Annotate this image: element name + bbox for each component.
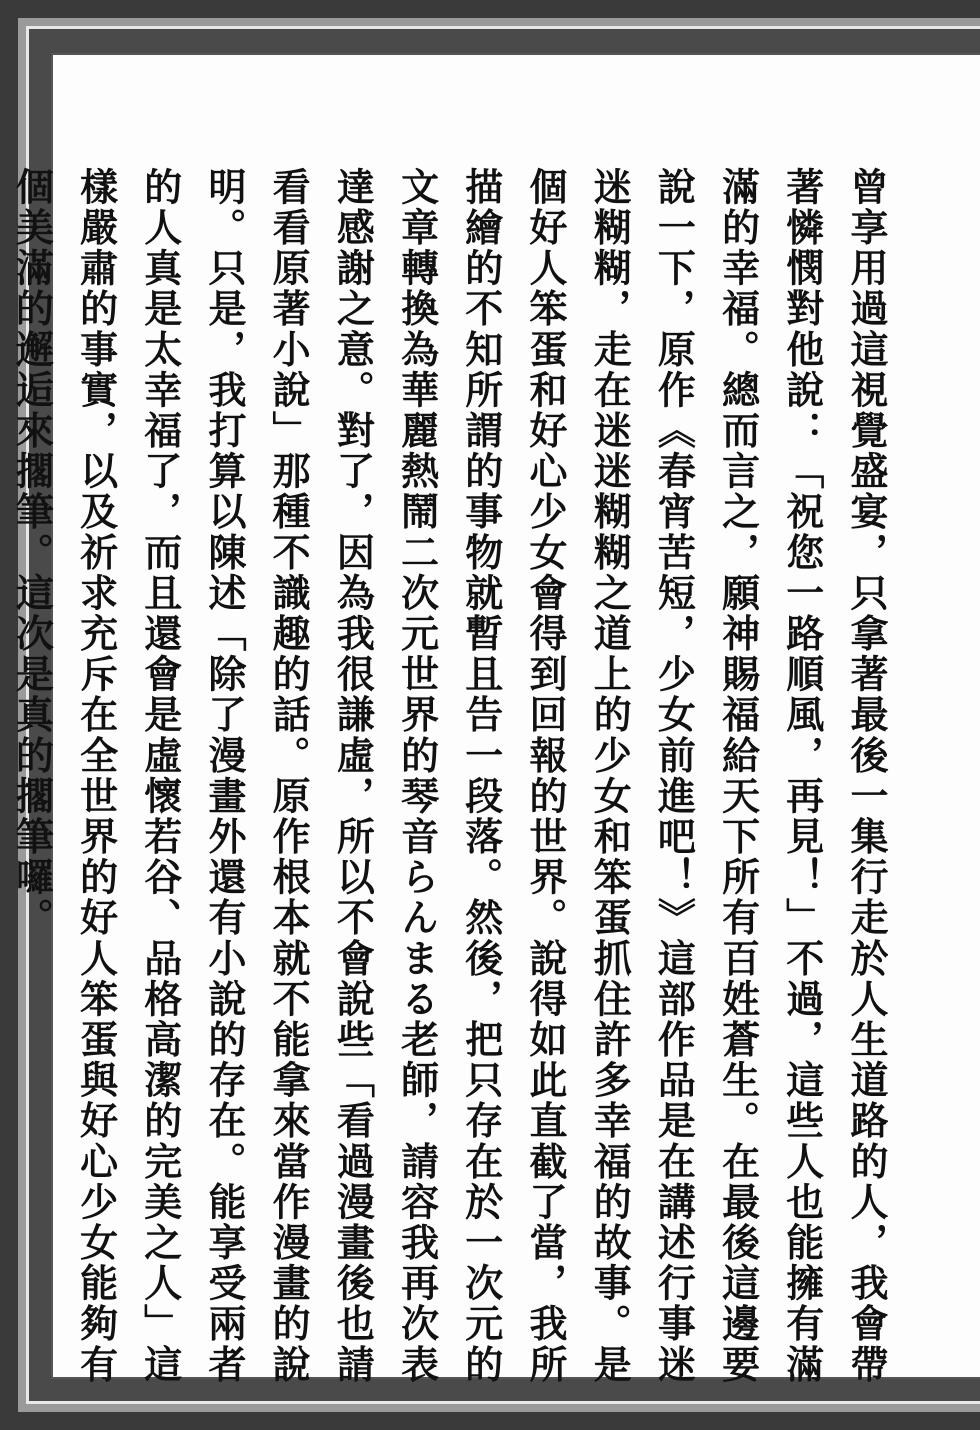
- inner-border: [9, 26, 980, 1404]
- afterword-text: [0, 167, 898, 1407]
- page-paper: [9, 53, 980, 1385]
- afterword-paragraph: 曾享用過這視覺盛宴，只拿著最後一集行走於人生道路的人，我會帶著憐憫對他說：「祝您一路順風，再見！」不過，這些人也能擁有滿滿的幸福。總而言之，願神賜福給天下所有百姓蒼生。在最後這邊要說一下，原作《春宵苦短，少女前進吧！》這部作品是在講述行事迷迷糊糊，走在迷迷糊糊之道上的少女和笨蛋抓住許多幸福的故事。是個好人笨蛋和好心少女會得到回報的世界。說得如此直截了當，我所描繪的不知所謂的事物就暫且告一段落。然後，把只存在於一次元的文章轉換為華麗熱鬧二次元世界的琴音らんまる老師，請容我再次表達感謝之意。對了，因為我很謙虛，所以不會說些「看過漫畫後也請看看原著小說」那種不識趣的話。原作根本就不能拿來當作漫畫的說明。只是，我打算以陳述「除了漫畫外還有小說的存在。能享受兩者的人真是太幸福了，而且還會是虛懷若谷、品格高潔的完美之人」這樣嚴肅的事實，以及祈求充斥在全世界的好人笨蛋與好心少女能夠有個美滿的邂逅來擱筆。這次是真的擱筆囉。: [9, 167, 889, 1385]
